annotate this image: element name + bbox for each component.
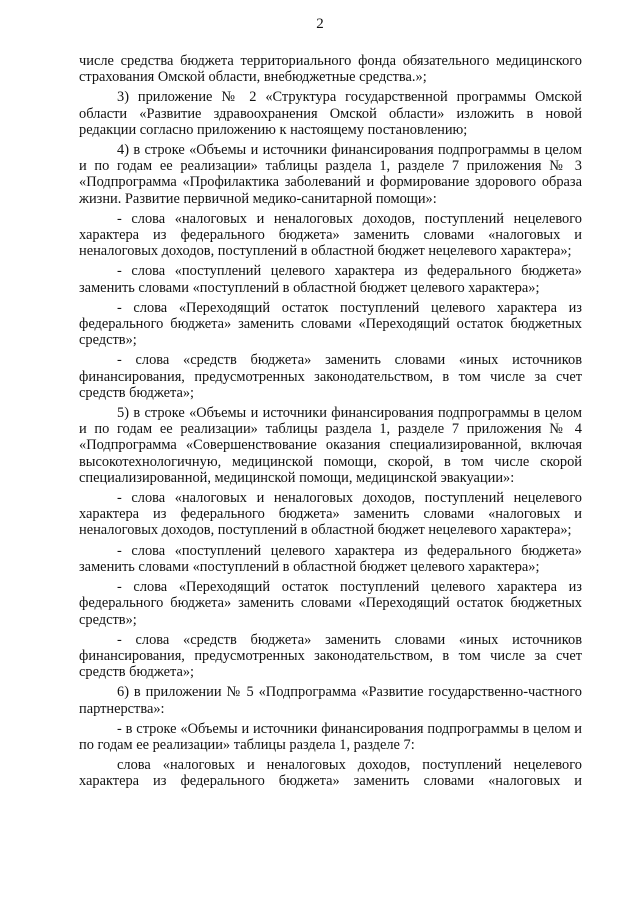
paragraph: слова «налоговых и неналоговых доходов, поступлений нецелевого характера из федерального бюджета» заменить словами «налоговых и bbox=[79, 757, 582, 790]
paragraph: - слова «средств бюджета» заменить словами «иных источников финансирования, предусмотренных законодательством, в том числе за счет средств бюджета»; bbox=[79, 352, 582, 401]
paragraph: 4) в строке «Объемы и источники финансирования подпрограммы в целом и по годам ее реализации» таблицы раздела 1, разделе 7 приложения № 3 «Подпрограмма «Профилактика заболеваний и формирование здорового образа жизни. Развитие первичной медико-санитарной помощи»: bbox=[79, 142, 582, 207]
paragraph: - слова «Переходящий остаток поступлений целевого характера из федерального бюджета» заменить словами «Переходящий остаток бюджетных средств»; bbox=[79, 579, 582, 628]
paragraph: - слова «поступлений целевого характера из федерального бюджета» заменить словами «поступлений в областной бюджет целевого характера»; bbox=[79, 263, 582, 296]
page-number: 2 bbox=[316, 16, 324, 32]
paragraph: 3) приложение № 2 «Структура государственной программы Омской области «Развитие здравоохранения Омской области» изложить в новой редакции согласно приложению к настоящему постановлению; bbox=[79, 89, 582, 138]
paragraph: - слова «налоговых и неналоговых доходов, поступлений нецелевого характера из федерального бюджета» заменить словами «налоговых и неналоговых доходов, поступлений в областной бюджет нецелевого характера»; bbox=[79, 210, 582, 260]
paragraph: 6) в приложении № 5 «Подпрограмма «Развитие государственно-частного партнерства»: bbox=[79, 684, 582, 717]
paragraph: - слова «Переходящий остаток поступлений целевого характера из федерального бюджета» заменить словами «Переходящий остаток бюджетных средств»; bbox=[79, 299, 582, 349]
paragraph: - слова «средств бюджета» заменить словами «иных источников финансирования, предусмотренных законодательством, в том числе за счет средств бюджета»; bbox=[79, 631, 582, 681]
paragraph: - слова «налоговых и неналоговых доходов, поступлений нецелевого характера из федерального бюджета» заменить словами «налоговых и неналоговых доходов, поступлений в областной бюджет нецелевого характера»; bbox=[79, 490, 582, 539]
document-body bbox=[79, 53, 582, 790]
paragraph: - в строке «Объемы и источники финансирования подпрограммы в целом и по годам ее реализации» таблицы раздела 1, разделе 7: bbox=[79, 720, 582, 753]
paragraph: числе средства бюджета территориального фонда обязательного медицинского страхования Омской области, внебюджетные средства.»; bbox=[79, 53, 582, 86]
paragraph: - слова «поступлений целевого характера из федерального бюджета» заменить словами «поступлений в областной бюджет целевого характера»; bbox=[79, 542, 582, 575]
paragraph: 5) в строке «Объемы и источники финансирования подпрограммы в целом и по годам ее реализации» таблицы раздела 1, разделе 7 приложения № 4 «Подпрограмма «Совершенствование оказания специализированной, включая высокотехнологичную, медицинской помощи, скорой, в том числе скорой специализированной, медицинской помощи, медицинской эвакуации»: bbox=[79, 405, 582, 486]
